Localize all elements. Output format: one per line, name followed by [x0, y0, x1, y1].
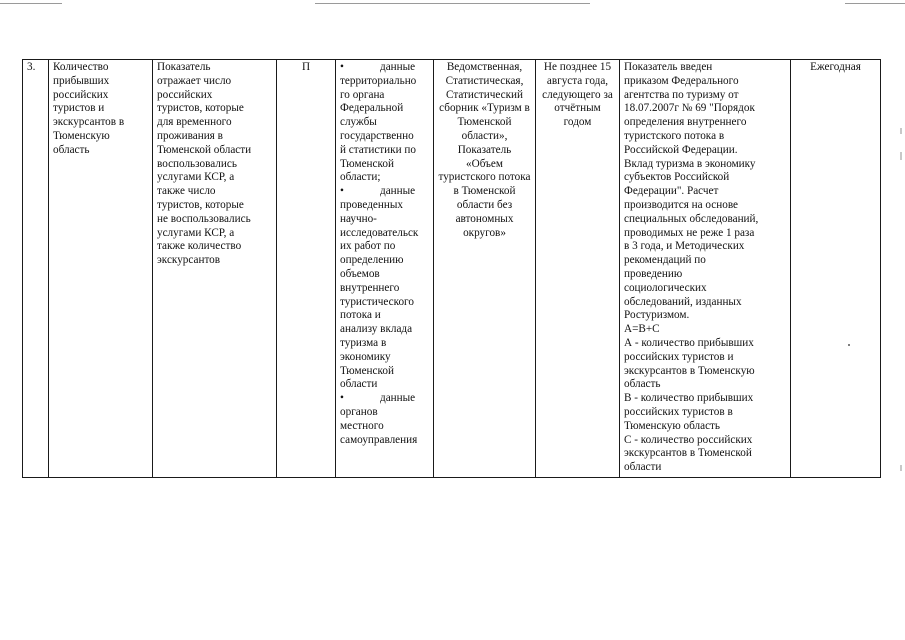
- publication-line: области»,: [461, 129, 508, 142]
- description-line: также число: [157, 185, 216, 198]
- data-source-line: определению: [340, 254, 404, 267]
- data-source-line: анализу вклада: [340, 323, 413, 336]
- data-source-first-line: данные: [380, 185, 416, 198]
- indicator-description-cell: [153, 60, 277, 478]
- data-source-line: объемов: [340, 267, 380, 280]
- scan-edge-mark-1: [900, 128, 902, 134]
- frequency-value: Ежегодная: [810, 61, 861, 73]
- indicator-name-line: экскурсантов в: [53, 116, 125, 129]
- data-source-line: области: [340, 378, 378, 391]
- description-line: проживания в: [157, 129, 223, 142]
- formula-legend-line: А - количество прибывших: [624, 336, 754, 349]
- row-number-cell: [23, 60, 49, 478]
- methodology-line: субъектов Российской: [624, 171, 730, 184]
- row-number: 3.: [27, 61, 36, 73]
- data-source-line: исследовательск: [340, 226, 419, 239]
- methodology-line: Показатель введен: [624, 61, 713, 73]
- scan-top-rule-middle: [315, 3, 590, 4]
- data-source-line: территориально: [340, 74, 417, 87]
- data-source-item: [340, 185, 429, 199]
- formula-legend-line: экскурсантов в Тюменской: [624, 447, 752, 460]
- formula-legend-line: В - количество прибывших: [624, 392, 754, 405]
- description-line: Показатель: [157, 61, 211, 73]
- indicator-name-line: прибывших: [53, 74, 110, 87]
- indicator-type-cell: [277, 60, 336, 478]
- methodology-line: проведению: [624, 267, 683, 280]
- data-source-line: внутреннего: [340, 281, 400, 294]
- formula-legend-line: области: [624, 461, 662, 474]
- publication-line: Тюменской: [457, 116, 512, 129]
- methodology-line: Вклад туризма в экономику: [624, 157, 756, 170]
- description-line: услугами КСР, а: [157, 226, 235, 239]
- methodology-line: агентства по туризму от: [624, 88, 739, 101]
- data-source-line: Тюменской: [340, 157, 394, 170]
- formula-legend-line: С - количество российских: [624, 433, 753, 446]
- methodology-line: социологических: [624, 281, 707, 294]
- publication-line: в Тюменской: [453, 185, 516, 198]
- methodology-line: проводимых не реже 1 раза: [624, 226, 755, 239]
- formula-legend-line: область: [624, 378, 661, 391]
- description-line: не воспользовались: [157, 212, 251, 225]
- description-line: услугами КСР, а: [157, 171, 235, 184]
- publication-line: автономных: [455, 212, 514, 225]
- publication-line: Показатель: [457, 143, 512, 156]
- publication-cell: [434, 60, 536, 478]
- data-source-line: государственно: [340, 129, 414, 142]
- data-source-line: службы: [340, 116, 377, 129]
- methodology-line: рекомендаций по: [624, 254, 706, 267]
- methodology-line: туристского потока в: [624, 129, 725, 142]
- data-source-first-line: данные: [380, 392, 416, 405]
- publication-line: Статистическая,: [445, 74, 524, 87]
- formula-legend-line: Тюменскую область: [624, 419, 721, 432]
- data-source-line: Тюменской: [340, 364, 394, 377]
- formula-legend-line: экскурсантов в Тюменскую: [624, 364, 755, 377]
- publication-line: Ведомственная,: [446, 61, 523, 73]
- indicator-type: П: [301, 61, 311, 73]
- indicator-name-line: Количество: [53, 61, 109, 73]
- formula-legend-line: российских туристов в: [624, 405, 733, 418]
- description-line: российских: [157, 88, 213, 101]
- publication-line: «Объем: [466, 157, 503, 170]
- methodology-line: 18.07.2007г № 69 "Порядок: [624, 102, 755, 115]
- data-source-line: экономику: [340, 350, 391, 363]
- data-source-line: местного: [340, 419, 384, 432]
- deadline-line: следующего за: [542, 88, 613, 101]
- methodology-line: приказом Федерального: [624, 74, 739, 87]
- methodology-line: Российской Федерации.: [624, 143, 738, 156]
- data-source-line: туристического: [340, 295, 414, 308]
- bullet-icon: •: [340, 392, 344, 405]
- methodology-line: специальных обследований,: [624, 212, 759, 225]
- data-source-line: Федеральной: [340, 102, 404, 115]
- data-source-first-line: данные: [380, 61, 416, 73]
- scan-top-rule-left: [0, 3, 62, 4]
- indicator-table: [22, 59, 881, 478]
- publication-line: туристского потока: [438, 171, 531, 184]
- deadline-line: Не позднее 15: [543, 61, 612, 73]
- data-source-line: самоуправления: [340, 433, 418, 446]
- bullet-icon: •: [340, 61, 344, 73]
- data-source-line: туризма в: [340, 336, 387, 349]
- scan-top-rule-right: [845, 3, 905, 4]
- methodology-line: Ростуризмом.: [624, 309, 690, 322]
- description-line: воспользовались: [157, 157, 237, 170]
- description-line: для временного: [157, 116, 232, 129]
- indicator-name-line: российских: [53, 88, 109, 101]
- methodology-line: Федерации". Расчет: [624, 185, 719, 198]
- methodology-line: в 3 года, и Методических: [624, 240, 745, 253]
- description-line: Тюменской области: [157, 143, 252, 156]
- indicator-name-line: туристов и: [53, 102, 105, 115]
- data-source-line: области;: [340, 171, 381, 184]
- methodology-line: производится на основе: [624, 198, 739, 211]
- formula-legend-line: российских туристов и: [624, 350, 734, 363]
- data-source-line: органов: [340, 405, 378, 418]
- methodology-line: определения внутреннего: [624, 116, 747, 129]
- data-source-item: [340, 61, 429, 75]
- indicator-name-cell: [49, 60, 153, 478]
- data-source-line: их работ по: [340, 240, 396, 253]
- table-row: [23, 60, 881, 478]
- description-line: экскурсантов: [157, 254, 221, 267]
- data-source-line: потока и: [340, 309, 381, 322]
- scan-edge-mark-2: [900, 152, 902, 160]
- deadline-line: августа года,: [546, 74, 609, 87]
- description-line: отражает число: [157, 74, 232, 87]
- description-line: также количество: [157, 240, 242, 253]
- deadline-line: отчётным: [554, 102, 601, 115]
- formula-line: А=В+С: [624, 323, 660, 336]
- deadline-line: годом: [563, 116, 592, 129]
- scan-edge-mark-3: [900, 465, 902, 471]
- description-line: туристов, которые: [157, 198, 244, 211]
- data-source-item: [340, 392, 429, 406]
- publication-line: области без: [456, 198, 513, 211]
- methodology-cell: [620, 60, 791, 478]
- indicator-name-line: Тюменскую: [53, 129, 110, 142]
- publication-line: Статистический: [446, 88, 523, 101]
- data-source-line: го органа: [340, 88, 385, 101]
- indicator-name-line: область: [53, 143, 90, 156]
- deadline-cell: [536, 60, 620, 478]
- data-source-line: й статистики по: [340, 143, 416, 156]
- description-line: туристов, которые: [157, 102, 244, 115]
- publication-line: сборник «Туризм в: [439, 102, 530, 115]
- data-sources-cell: [336, 60, 434, 478]
- data-source-line: проведенных: [340, 198, 403, 211]
- frequency-cell: [791, 60, 881, 478]
- methodology-line: обследований, изданных: [624, 295, 742, 308]
- bullet-icon: •: [340, 185, 344, 198]
- publication-line: округов»: [463, 226, 506, 239]
- data-source-line: научно-: [340, 212, 377, 225]
